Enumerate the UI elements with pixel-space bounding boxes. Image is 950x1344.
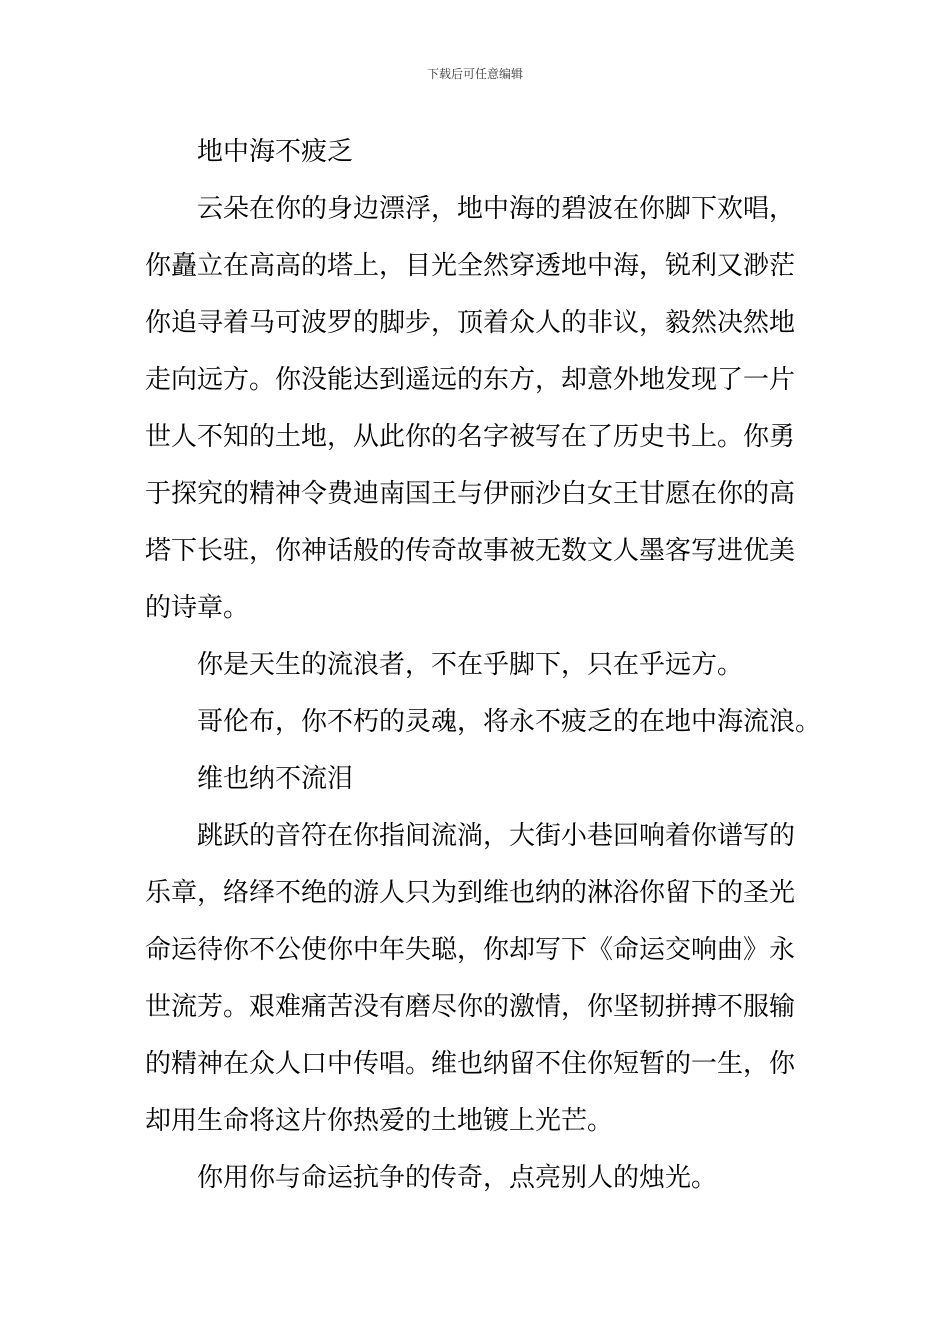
paragraph-line: 你矗立在高高的塔上，目光全然穿透地中海，锐利又渺茫 [145,251,796,281]
paragraph-line: 却用生命将这片你热爱的土地镀上光芒。 [145,1106,614,1136]
paragraph-line: 乐章，络绎不绝的游人只为到维也纳的淋浴你留下的圣光 [145,878,796,908]
paragraph-line: 命运待你不公使你中年失聪，你却写下《命运交响曲》永 [145,935,796,965]
paragraph-line: 你是天生的流浪者，不在乎脚下，只在乎远方。 [197,650,744,680]
section-title-vienna: 维也纳不流泪 [197,764,354,794]
paragraph-line: 的精神在众人口中传唱。维也纳留不住你短暂的一生，你 [145,1049,796,1079]
paragraph-line: 于探究的精神令费迪南国王与伊丽沙白女王甘愿在你的高 [145,479,796,509]
paragraph-line: 云朵在你的身边漂浮，地中海的碧波在你脚下欢唱， [197,194,796,224]
paragraph-line: 跳跃的音符在你指间流淌，大街小巷回响着你谱写的 [197,821,796,851]
paragraph-line: 世流芳。艰难痛苦没有磨尽你的激情，你坚韧拼搏不服输 [145,992,796,1022]
paragraph-line: 走向远方。你没能达到遥远的东方，却意外地发现了一片 [145,365,796,395]
paragraph-line: 塔下长驻，你神话般的传奇故事被无数文人墨客写进优美 [145,536,796,566]
paragraph-line: 的诗章。 [145,593,250,623]
paragraph-line: 哥伦布，你不朽的灵魂，将永不疲乏的在地中海流浪。 [197,707,822,737]
document-body [145,124,822,1207]
paragraph-line: 你用你与命运抗争的传奇，点亮别人的烛光。 [197,1163,718,1193]
paragraph-line: 你追寻着马可波罗的脚步，顶着众人的非议，毅然决然地 [145,308,796,338]
page-header: 下载后可任意编辑 [426,67,523,81]
section-title-mediterranean: 地中海不疲乏 [197,137,354,167]
paragraph-line: 世人不知的土地，从此你的名字被写在了历史书上。你勇 [145,422,796,452]
